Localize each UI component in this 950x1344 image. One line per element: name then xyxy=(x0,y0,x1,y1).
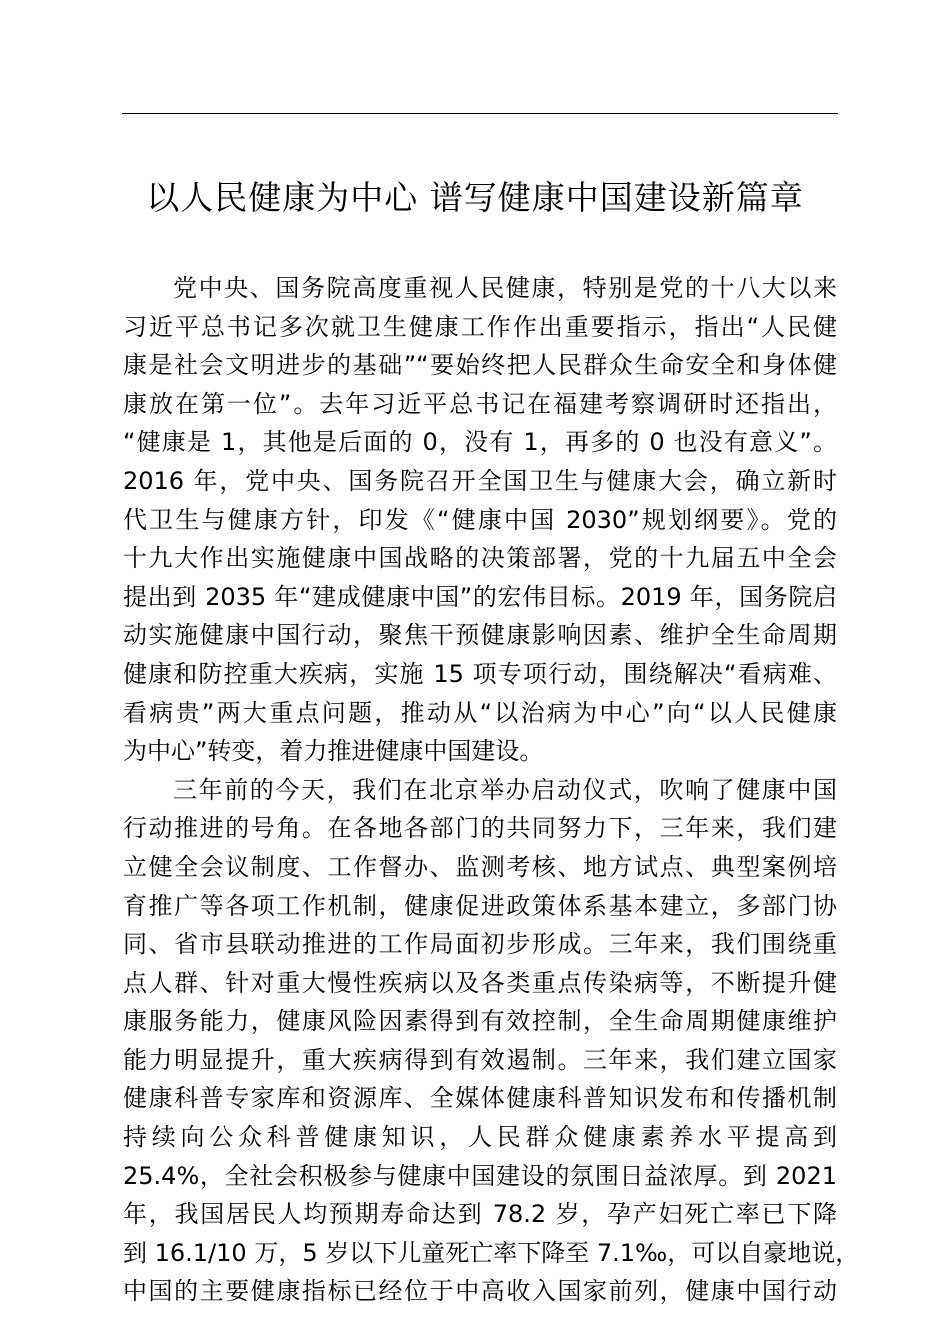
text-line: 提出到 2035 年“建成健康中国”的宏伟目标。2019 年，国务院启 xyxy=(123,582,837,611)
text-line: 立健全会议制度、工作督办、监测考核、地方试点、典型案例培 xyxy=(123,852,837,881)
text-line: 能力明显提升，重大疾病得到有效遏制。三年来，我们建立国家 xyxy=(123,1045,837,1074)
text-line: 动实施健康中国行动，聚焦干预健康影响因素、维护全生命周期 xyxy=(123,621,837,650)
text-line: 康服务能力，健康风险因素得到有效控制，全生命周期健康维护 xyxy=(123,1007,837,1036)
text-line: “健康是 1，其他是后面的 0，没有 1，再多的 0 也没有意义”。 xyxy=(123,428,837,457)
paragraph-1 xyxy=(123,269,837,771)
text-line: 习近平总书记多次就卫生健康工作作出重要指示，指出“人民健 xyxy=(123,312,837,341)
text-line: 2016 年，党中央、国务院召开全国卫生与健康大会，确立新时 xyxy=(123,466,837,495)
text-line: 十九大作出实施健康中国战略的决策部署，党的十九届五中全会 xyxy=(123,544,837,573)
text-line: 代卫生与健康方针，印发《“健康中国 2030”规划纲要》。党的 xyxy=(123,505,837,534)
header-rule xyxy=(122,113,838,114)
document-title: 以人民健康为中心 谱写健康中国建设新篇章 xyxy=(146,178,804,217)
text-line: 点人群、针对重大慢性疾病以及各类重点传染病等，不断提升健 xyxy=(123,968,837,997)
text-line: 年，我国居民人均预期寿命达到 78.2 岁，孕产妇死亡率已下降 xyxy=(123,1200,837,1229)
text-line: 健康科普专家库和资源库、全媒体健康科普知识发布和传播机制 xyxy=(123,1084,837,1113)
text-line: 康放在第一位”。去年习近平总书记在福建考察调研时还指出， xyxy=(123,389,837,418)
text-line: 康是社会文明进步的基础”“要始终把人民群众生命安全和身体健 xyxy=(123,351,837,380)
text-line: 同、省市县联动推进的工作局面初步形成。三年来，我们围绕重 xyxy=(123,930,837,959)
text-line: 党中央、国务院高度重视人民健康，特别是党的十八大以来 xyxy=(173,274,837,302)
text-line: 健康和防控重大疾病，实施 15 项专项行动，围绕解决“看病难、 xyxy=(123,659,837,688)
text-line: 三年前的今天，我们在北京举办启动仪式，吹响了健康中国 xyxy=(173,775,837,804)
text-line: 看病贵”两大重点问题，推动从“以治病为中心”向“以人民健康 xyxy=(123,698,837,727)
text-line: 到 16.1/10 万，5 岁以下儿童死亡率下降至 7.1‰，可以自豪地说， xyxy=(123,1238,860,1267)
text-line: 中国的主要健康指标已经位于中高收入国家前列，健康中国行动 xyxy=(123,1277,837,1306)
paragraph-2 xyxy=(123,771,860,1311)
text-line: 持续向公众科普健康知识，人民群众健康素养水平提高到 xyxy=(123,1123,837,1152)
text-line: 25.4%，全社会积极参与健康中国建设的氛围日益浓厚。到 2021 xyxy=(123,1161,837,1190)
text-line: 行动推进的号角。在各地各部门的共同努力下，三年来，我们建 xyxy=(123,814,837,843)
text-line: 为中心”转变，着力推进健康中国建设。 xyxy=(123,737,544,766)
text-line: 育推广等各项工作机制，健康促进政策体系基本建立，多部门协 xyxy=(123,891,837,920)
document-body xyxy=(123,269,860,1311)
